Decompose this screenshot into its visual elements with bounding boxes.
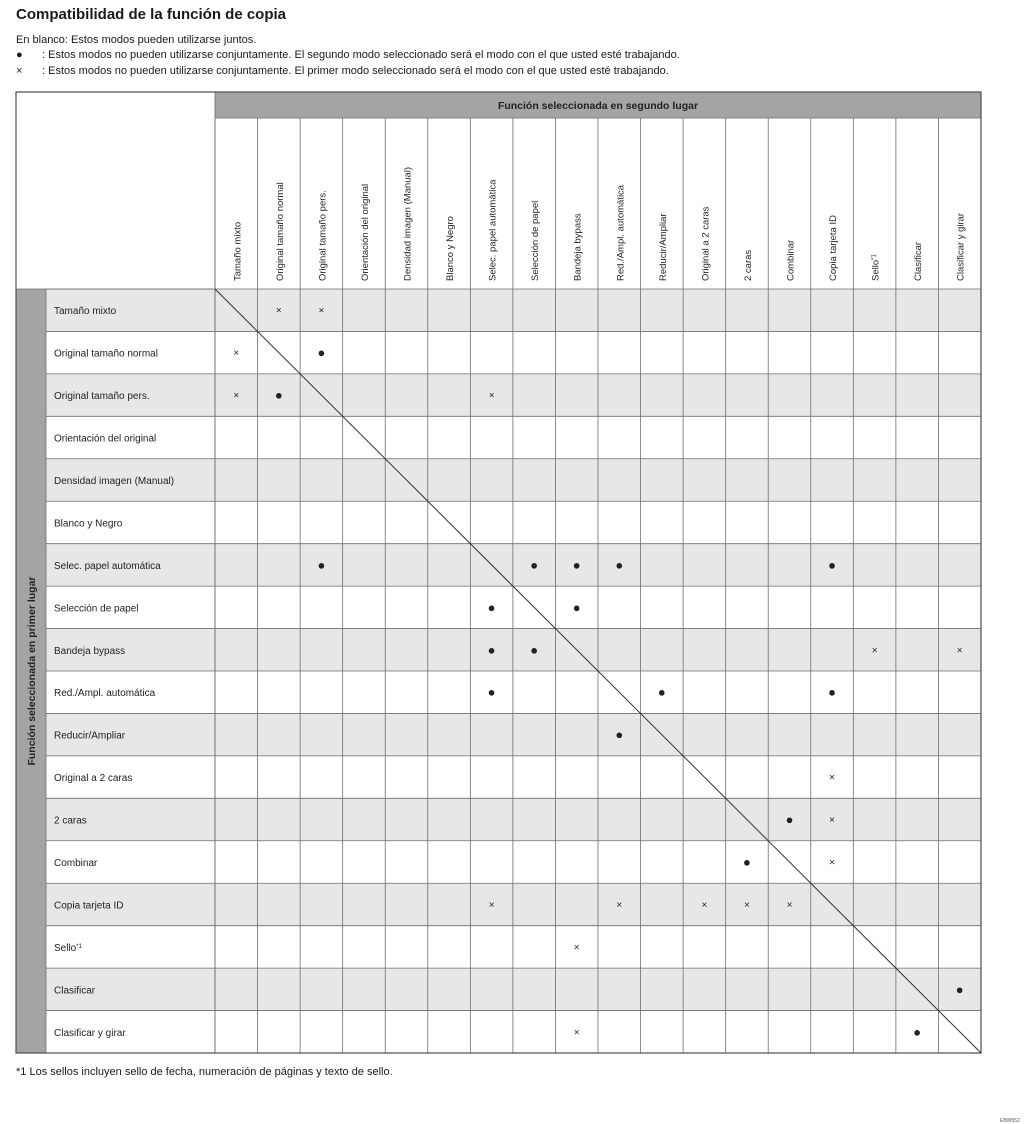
- row-header-title: Función seleccionada en primer lugar: [26, 576, 38, 766]
- cross-icon: ×: [233, 348, 240, 360]
- dot-icon: ●: [487, 599, 496, 615]
- row-label: Bandeja bypass: [54, 645, 126, 657]
- cross-icon: ×: [16, 65, 23, 77]
- row-shading: [46, 459, 981, 501]
- dot-icon: ●: [572, 599, 581, 615]
- row-label: Copia tarjeta ID: [54, 900, 124, 912]
- dot-icon: ●: [274, 387, 283, 403]
- column-label: Orientación del original: [359, 183, 371, 281]
- dot-icon: ●: [615, 727, 624, 743]
- column-label: Selec. papel automática: [487, 179, 499, 281]
- dot-icon: ●: [16, 49, 23, 61]
- row-label: Reducir/Ampliar: [54, 730, 126, 742]
- dot-icon: ●: [828, 684, 836, 700]
- column-label: Original tamaño pers.: [317, 190, 329, 281]
- row-label: Densidad imagen (Manual): [54, 476, 175, 487]
- dot-icon: ●: [487, 684, 496, 700]
- column-label: Red./Ampl. automática: [615, 184, 627, 281]
- image-code: EBW552: [1000, 1118, 1020, 1124]
- dot-icon: ●: [828, 557, 836, 573]
- dot-icon: ●: [530, 642, 539, 658]
- row-label: Sello$^{*1}$: [54, 942, 82, 954]
- dot-icon: ●: [487, 642, 496, 658]
- dot-icon: ●: [785, 812, 794, 828]
- row-label: Blanco y Negro: [54, 518, 123, 530]
- column-label: Blanco y Negro: [445, 216, 457, 281]
- row-label: Combinar: [54, 858, 98, 869]
- dot-icon: ●: [317, 345, 326, 361]
- cross-icon: ×: [318, 305, 325, 317]
- dot-icon: ●: [955, 981, 964, 997]
- column-label: Bandeja bypass: [572, 213, 584, 281]
- row-shading: [46, 544, 981, 586]
- cross-icon: ×: [956, 645, 963, 657]
- dot-icon: ●: [572, 557, 581, 573]
- row-shading: [46, 713, 981, 755]
- dot-icon: ●: [743, 854, 751, 870]
- row-label: Clasificar: [54, 985, 96, 997]
- cross-icon: ×: [829, 772, 835, 784]
- column-label: Clasificar: [913, 241, 925, 281]
- column-label: Original tamaño normal: [274, 182, 286, 281]
- dot-icon: ●: [530, 557, 539, 573]
- row-label: Orientación del original: [54, 433, 157, 445]
- dot-icon: ●: [615, 557, 624, 573]
- row-label: Original tamaño normal: [54, 348, 158, 360]
- row-label: Original tamaño pers.: [54, 391, 150, 403]
- column-header-title: Función seleccionada en segundo lugar: [497, 100, 699, 112]
- row-shading: [46, 968, 981, 1010]
- cross-icon: ×: [233, 390, 240, 402]
- dot-icon: ●: [913, 1024, 922, 1040]
- cross-icon: ×: [871, 645, 878, 657]
- legend-text: : Estos modos no pueden utilizarse conjuntamente. El segundo modo seleccionado será el modo con el que usted esté trabajando.: [42, 49, 680, 61]
- cross-icon: ×: [488, 899, 495, 911]
- cross-icon: ×: [829, 857, 835, 869]
- footnote: *1 Los sellos incluyen sello de fecha, numeración de páginas y texto de sello.: [16, 1066, 393, 1078]
- column-label: Original a 2 caras: [700, 206, 712, 281]
- row-label: Selección de papel: [54, 603, 139, 615]
- page-title: Compatibilidad de la función de copia: [16, 6, 287, 23]
- column-label: Densidad imagen (Manual): [402, 166, 414, 281]
- cross-icon: ×: [701, 899, 708, 911]
- cross-icon: ×: [488, 390, 495, 402]
- legend-text: : Estos modos no pueden utilizarse conjuntamente. El primer modo seleccionado será el modo con el que usted esté trabajando.: [42, 65, 669, 77]
- cross-icon: ×: [573, 942, 580, 954]
- cross-icon: ×: [616, 899, 623, 911]
- column-label: Reducir/Ampliar: [657, 213, 669, 281]
- column-label: Sello$^{*1}$: [870, 254, 882, 281]
- row-label: Red./Ampl. automática: [54, 688, 156, 700]
- column-label: Selección de papel: [530, 200, 542, 281]
- cross-icon: ×: [786, 899, 793, 911]
- column-label: Copia tarjeta ID: [828, 214, 840, 281]
- row-label: Clasificar y girar: [54, 1027, 126, 1039]
- row-shading: [46, 289, 981, 331]
- cross-icon: ×: [829, 815, 835, 827]
- cross-icon: ×: [573, 1027, 580, 1039]
- cross-icon: ×: [744, 899, 750, 911]
- column-label: Tamaño mixto: [232, 221, 244, 281]
- column-label: Clasificar y girar: [955, 212, 967, 281]
- row-shading: [46, 374, 981, 416]
- row-shading: [46, 629, 981, 671]
- cross-icon: ×: [275, 305, 282, 317]
- column-label: 2 caras: [742, 249, 754, 281]
- dot-icon: ●: [657, 684, 666, 700]
- row-label: 2 caras: [54, 815, 87, 827]
- column-label: Combinar: [785, 239, 797, 281]
- row-label: Selec. papel automática: [54, 560, 161, 572]
- row-label: Tamaño mixto: [54, 306, 117, 318]
- legend-text: En blanco: Estos modos pueden utilizarse juntos.: [16, 34, 257, 46]
- row-shading: [46, 883, 981, 925]
- row-label: Original a 2 caras: [54, 773, 133, 785]
- row-shading: [46, 798, 981, 840]
- dot-icon: ●: [317, 557, 326, 573]
